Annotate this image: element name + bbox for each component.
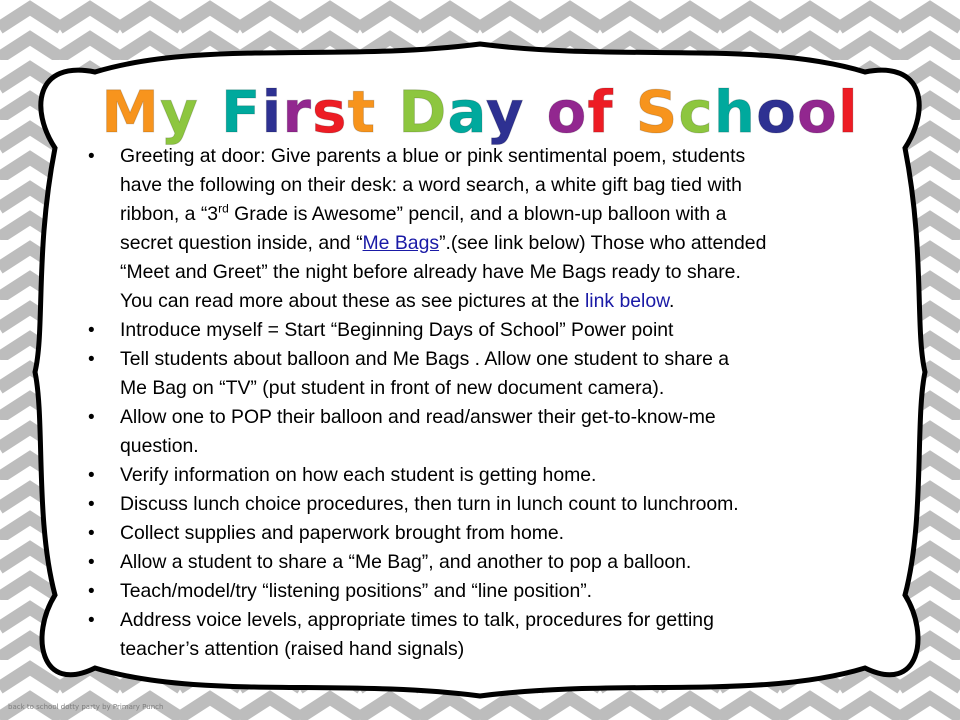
page-title (60, 76, 900, 148)
list-item (88, 548, 878, 577)
bullet-text: teacher’s attention (raised hand signals) (120, 638, 465, 660)
bullet-text: Discuss lunch choice procedures, then turn in lunch count to lunchroom. (120, 493, 739, 515)
title-letter: f (587, 78, 614, 146)
bullet-text: Introduce myself = Start “Beginning Days of School” Power point (120, 319, 674, 341)
title-letter: t (347, 78, 377, 146)
title-letter: F (220, 78, 262, 146)
list-item (88, 316, 878, 345)
ordinal-superscript: rd (218, 201, 229, 216)
list-item (88, 519, 878, 548)
title-letter: r (282, 78, 312, 146)
title-letter: S (635, 78, 679, 146)
title-letter: o (796, 78, 838, 146)
title-word (101, 78, 199, 146)
title-letter: s (311, 78, 348, 146)
title-letter: y (485, 78, 525, 146)
bullet-text: question. (120, 435, 199, 457)
bullet-text: Allow a student to share a “Me Bag”, and another to pop a balloon. (120, 551, 692, 573)
title-letter: o (756, 78, 797, 146)
bullet-text: “Meet and Greet” the night before already have Me Bags ready to share. (120, 261, 741, 283)
list-item (88, 606, 878, 664)
bullet-text: Allow one to POP their balloon and read/answer their get-to-know-me (120, 406, 716, 428)
image-credit: back to school dotty party by Primary Punch (8, 703, 164, 711)
title-letter: a (447, 78, 486, 146)
list-item (88, 461, 878, 490)
title-letter: c (678, 78, 714, 146)
title-word (547, 78, 614, 146)
bullet-text: Me Bag on “TV” (put student in front of new document camera). (120, 377, 665, 399)
title-word (636, 78, 859, 146)
title-letter: D (398, 78, 448, 146)
bullet-text: . (669, 290, 675, 312)
list-item (88, 403, 878, 461)
bullet-text: Tell students about balloon and Me Bags . Allow one student to share a (120, 348, 730, 370)
link-below[interactable]: link below (584, 290, 670, 312)
list-item (88, 577, 878, 606)
bullet-text: Collect supplies and paperwork brought from home. (120, 522, 565, 544)
title-letter: h (713, 78, 757, 146)
bullet-text: ”.(see link below) Those who attended (439, 232, 767, 254)
bullet-text: Grade is Awesome” pencil, and a blown-up balloon with a (228, 203, 727, 225)
title-letter: y (160, 78, 199, 146)
me-bags-link[interactable]: Me Bags (362, 232, 440, 254)
bullet-text: Address voice levels, appropriate times to talk, procedures for getting (120, 609, 714, 631)
bullet-text: secret question inside, and “ (120, 232, 363, 254)
title-letter: M (101, 78, 160, 146)
list-item (88, 142, 878, 316)
title-letter: i (261, 78, 283, 146)
bullet-text: Teach/model/try “listening positions” and “line position”. (120, 580, 593, 602)
bullet-text: have the following on their desk: a word search, a white gift bag tied with (120, 174, 742, 196)
list-item (88, 490, 878, 519)
bullet-text: Verify information on how each student is getting home. (120, 464, 597, 486)
bullet-text: Greeting at door: Give parents a blue or pink sentimental poem, students (120, 145, 746, 167)
title-letter: o (546, 78, 588, 146)
title-letter: l (837, 78, 859, 146)
title-word (221, 78, 376, 146)
bullet-list (88, 142, 878, 664)
list-item (88, 345, 878, 403)
bullet-text: You can read more about these as see pictures at the (120, 290, 585, 312)
bullet-text: ribbon, a “3 (120, 203, 219, 225)
title-word (398, 78, 524, 146)
